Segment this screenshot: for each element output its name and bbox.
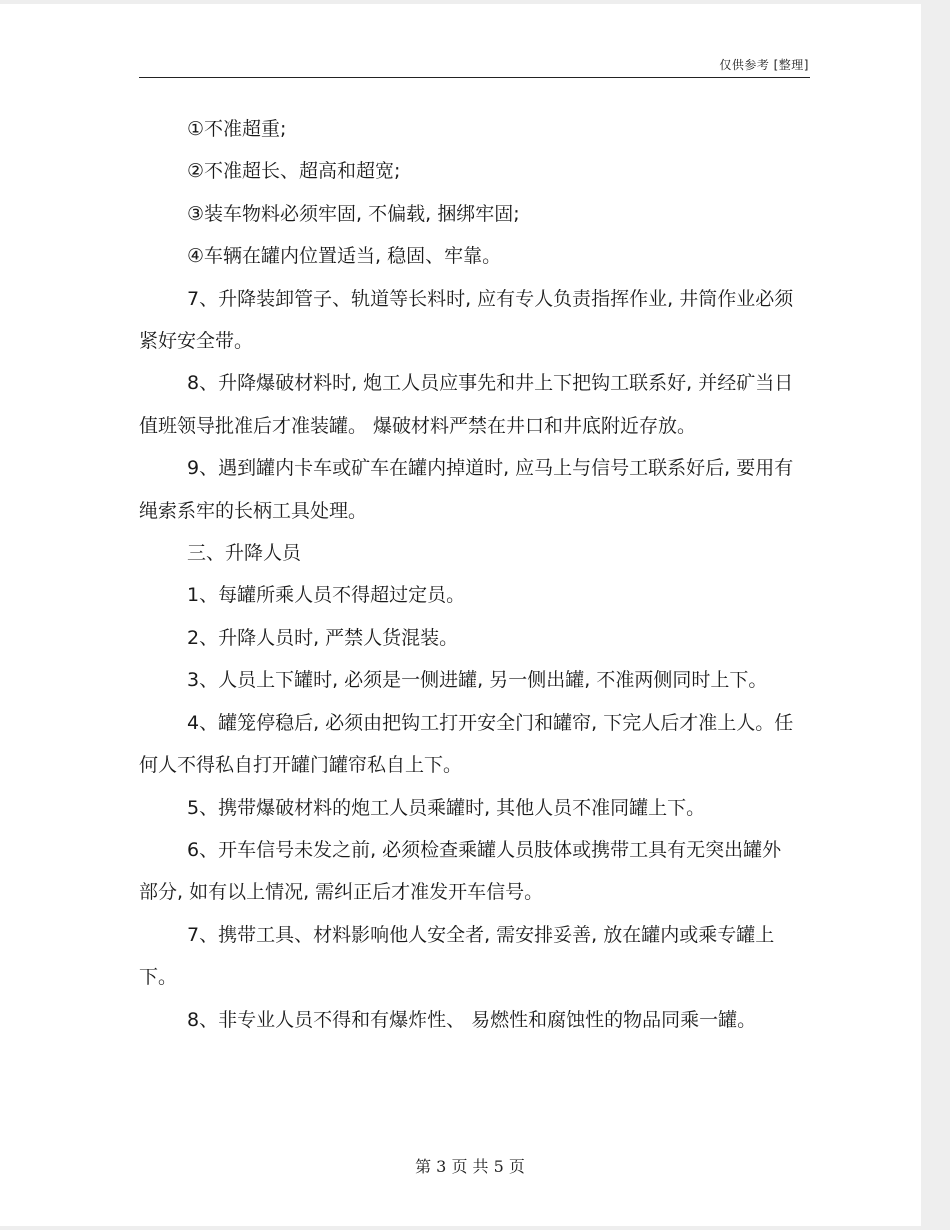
page-number-footer: 第 3 页 共 5 页: [415, 1157, 525, 1176]
paragraph: 8、升降爆破材料时, 炮工人员应事先和井上下把钩工联系好, 并经矿当日值班领导批准后才准装罐。 爆破材料严禁在井口和井底附近存放。: [139, 372, 794, 437]
paragraph: 8、非专业人员不得和有爆炸性、 易燃性和腐蚀性的物品同乘一罐。: [187, 1008, 757, 1031]
header-divider: [139, 77, 810, 78]
paragraph: ③装车物料必须牢固, 不偏载, 捆绑牢固;: [187, 202, 520, 225]
paragraph: 3、人员上下罐时, 必须是一侧进罐, 另一侧出罐, 不准两侧同时上下。: [187, 669, 768, 692]
document-page: [0, 4, 921, 1226]
paragraph: 7、升降装卸管子、轨道等长料时, 应有专人负责指挥作业, 井筒作业必须紧好安全带。: [139, 287, 794, 353]
section-heading: 三、升降人员: [187, 542, 302, 565]
paragraph: ①不准超重;: [187, 118, 287, 140]
paragraph: ④车辆在罐内位置适当, 稳固、牢靠。: [187, 245, 502, 268]
paragraph: 1、每罐所乘人员不得超过定员。: [187, 584, 466, 607]
paragraph: 6、开车信号未发之前, 必须检查乘罐人员肢体或携带工具有无突出罐外部分, 如有以上情况, 需纠正后才准发开车信号。: [139, 838, 782, 904]
paragraph: 2、升降人员时, 严禁人货混装。: [187, 626, 459, 649]
document-body: [139, 108, 799, 1041]
header-note: 仅供参考 [整理]: [719, 58, 809, 72]
paragraph: 7、携带工具、材料影响他人安全者, 需安排妥善, 放在罐内或乘专罐上下。: [139, 923, 775, 989]
paragraph: 9、遇到罐内卡车或矿车在罐内掉道时, 应马上与信号工联系好后, 要用有绳索系牢的长柄工具处理。: [139, 457, 794, 522]
paragraph: ②不准超长、超高和超宽;: [187, 160, 401, 183]
paragraph: 4、罐笼停稳后, 必须由把钩工打开安全门和罐帘, 下完人后才准上人。任何人不得私自打开罐门罐帘私自上下。: [139, 711, 794, 777]
paragraph: 5、携带爆破材料的炮工人员乘罐时, 其他人员不准同罐上下。: [187, 796, 706, 819]
